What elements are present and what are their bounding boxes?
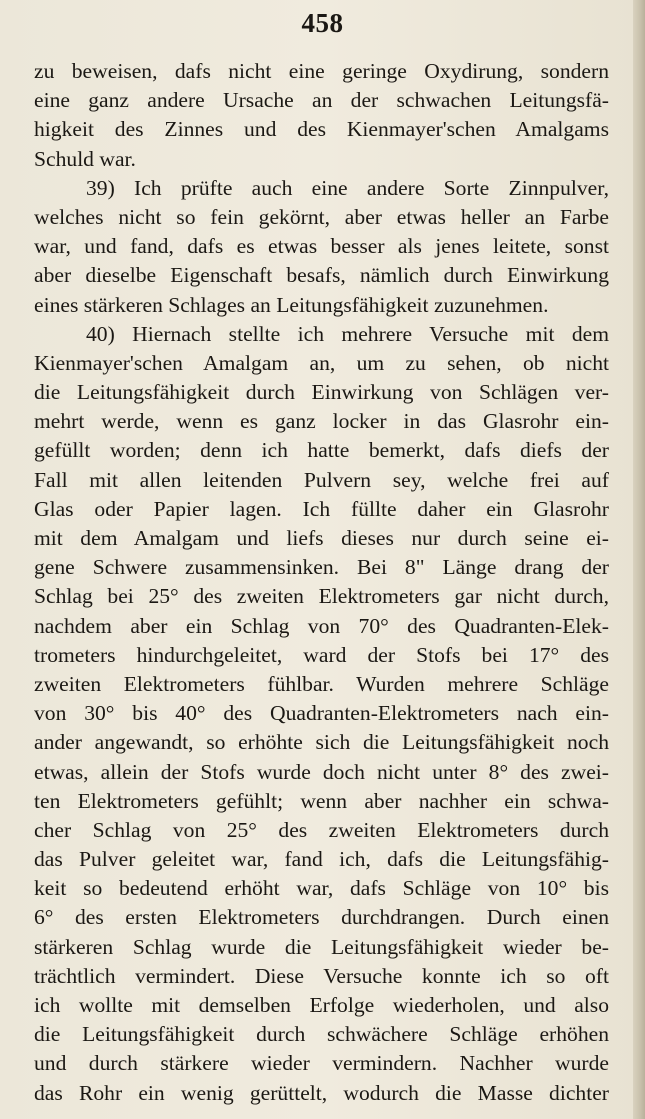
text-line: das Rohr ein wenig gerüttelt, wodurch die Masse dichter: [34, 1080, 609, 1105]
text-line: 6° des ersten Elektrometers durchdrangen. Durch einen: [34, 905, 609, 930]
text-line: die Leitungsfähigkeit durch schwächere Schläge erhöhen: [34, 1022, 609, 1047]
text-line: 39) Ich prüfte auch eine andere Sorte Zinnpulver,: [86, 175, 609, 200]
text-line: Glas oder Papier lagen. Ich füllte daher ein Glasrohr: [34, 496, 609, 521]
text-line: und durch stärkere wieder vermindern. Nachher wurde: [34, 1051, 609, 1076]
text-line: mit dem Amalgam und liefs dieses nur durch seine ei-: [34, 526, 609, 550]
text-line: cher Schlag von 25° des zweiten Elektrometers durch: [34, 817, 609, 842]
text-line: zweiten Elektrometers fühlbar. Wurden mehrere Schläge: [34, 671, 609, 696]
text-line: eine ganz andere Ursache an der schwachen Leitungsfä-: [34, 88, 609, 113]
text-line: higkeit des Zinnes und des Kienmayer'schen Amalgams: [34, 117, 609, 142]
text-line: Schuld war.: [34, 146, 136, 171]
text-line: welches nicht so fein gekörnt, aber etwas heller an Farbe: [34, 204, 609, 229]
text-line: gene Schwere zusammensinken. Bei 8" Länge drang der: [34, 555, 609, 580]
text-line: stärkeren Schlag wurde die Leitungsfähigkeit wieder be-: [34, 934, 609, 959]
text-line: 40) Hiernach stellte ich mehrere Versuche mit dem: [86, 321, 609, 346]
text-line: gefüllt worden; denn ich hatte bemerkt, dafs diefs der: [34, 438, 609, 463]
text-line: trächtlich vermindert. Diese Versuche konnte ich so oft: [34, 963, 609, 988]
text-line: nachdem aber ein Schlag von 70° des Quadranten-Elek-: [34, 613, 609, 638]
text-line: ich wollte mit demselben Erfolge wiederholen, und also: [34, 993, 609, 1017]
text-line: von 30° bis 40° des Quadranten-Elektrometers nach ein-: [34, 701, 609, 726]
text-line: Fall mit allen leitenden Pulvern sey, welche frei auf: [34, 467, 609, 492]
text-line: war, und fand, dafs es etwas besser als jenes leitete, sonst: [34, 234, 609, 259]
text-line: mehrt werde, wenn es ganz locker in das Glasrohr ein-: [34, 409, 609, 434]
text-line: aber dieselbe Eigenschaft besafs, nämlich durch Einwirkung: [34, 263, 609, 288]
body-text: [34, 57, 609, 1108]
text-line: ander angewandt, so erhöhte sich die Leitungsfähigkeit noch: [34, 730, 609, 755]
text-line: das Pulver geleitet war, fand ich, dafs die Leitungsfähig-: [34, 847, 609, 872]
text-line: Schlag bei 25° des zweiten Elektrometers gar nicht durch,: [34, 584, 609, 609]
text-line: die Leitungsfähigkeit durch Einwirkung von Schlägen ver-: [34, 380, 609, 405]
text-line: ten Elektrometers gefühlt; wenn aber nachher ein schwa-: [34, 788, 609, 813]
text-line: Kienmayer'schen Amalgam an, um zu sehen, ob nicht: [34, 350, 609, 375]
text-line: etwas, allein der Stofs wurde doch nicht unter 8° des zwei-: [34, 759, 609, 784]
text-line: trometers hindurchgeleitet, ward der Stofs bei 17° des: [34, 642, 609, 667]
text-line: zu beweisen, dafs nicht eine geringe Oxydirung, sondern: [34, 59, 609, 83]
text-line: keit so bedeutend erhöht war, dafs Schläge von 10° bis: [34, 876, 609, 901]
page-number: 458: [301, 8, 344, 38]
page-edge: [633, 0, 645, 1119]
text-line: eines stärkeren Schlages an Leitungsfähigkeit zuzunehmen.: [34, 292, 549, 317]
